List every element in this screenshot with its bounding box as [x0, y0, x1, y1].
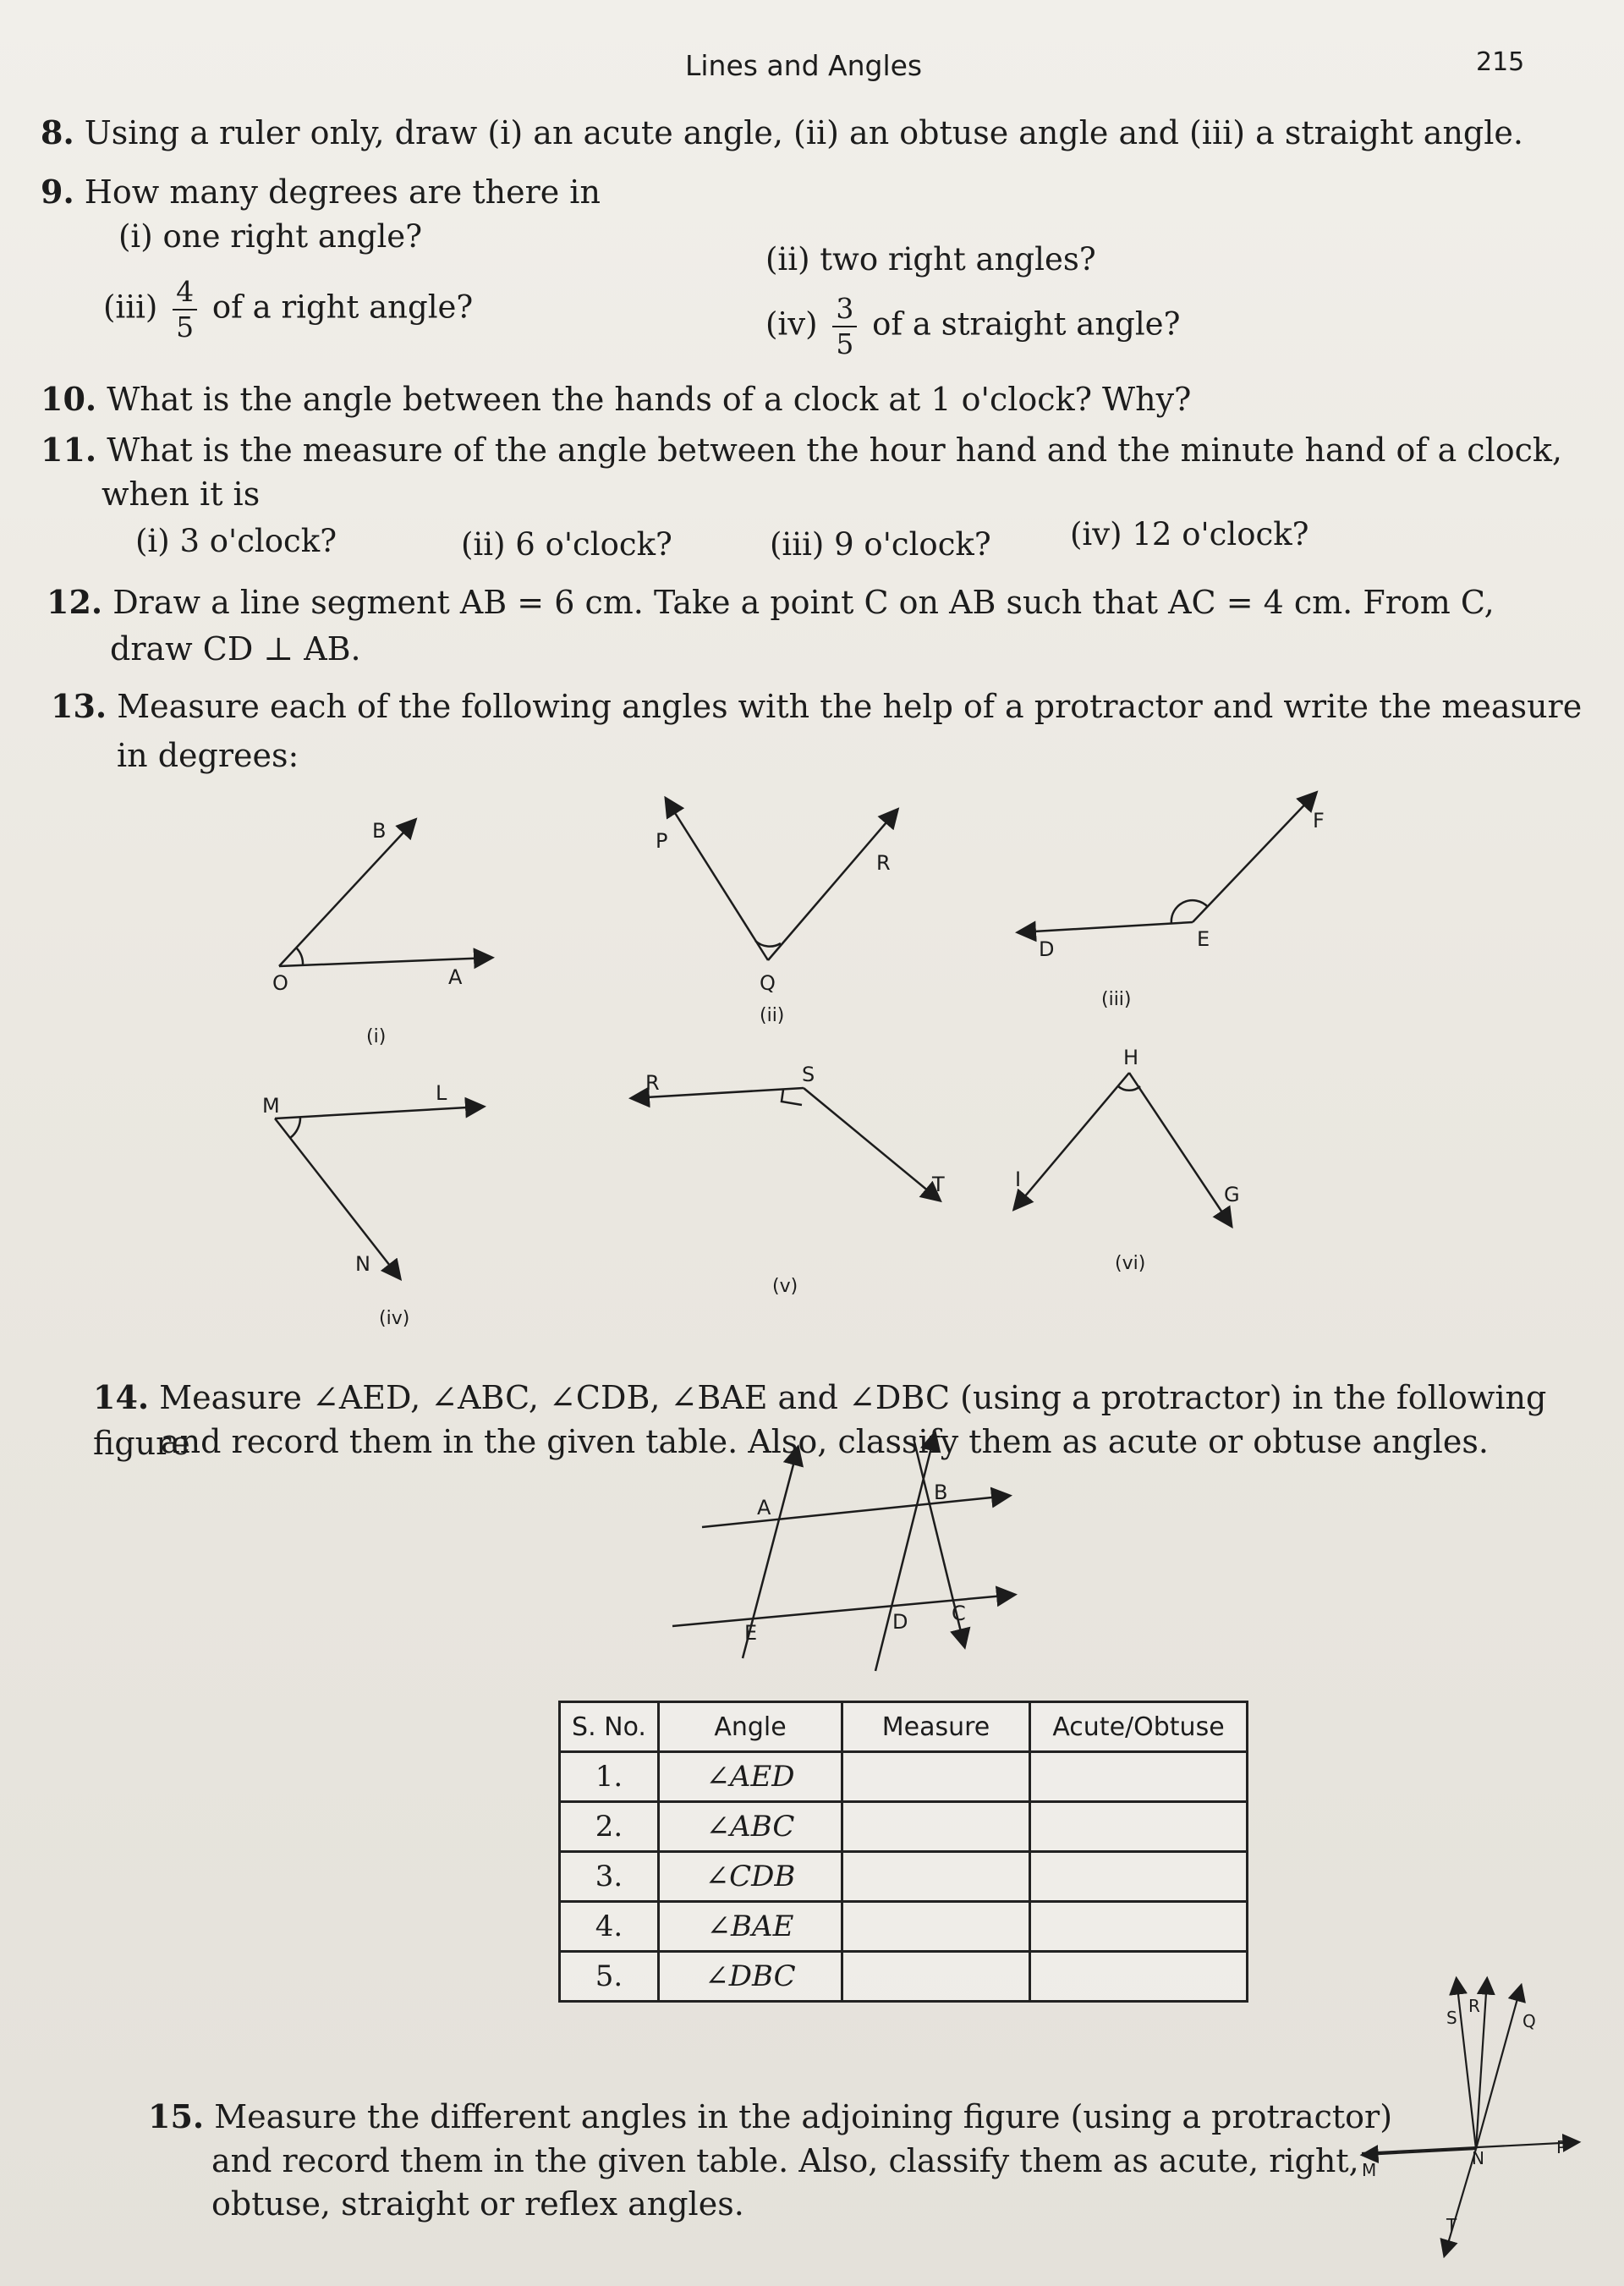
column-header: Acute/Obtuse [1030, 1702, 1248, 1752]
q13-continuation: in degrees: [117, 737, 299, 774]
q11-part-i: (i) 3 o'clock? [135, 523, 337, 559]
denominator: 5 [176, 310, 195, 343]
question-number: 15. [148, 2097, 205, 2135]
ray-nq [1476, 1987, 1521, 2149]
question-number: 11. [41, 431, 97, 469]
serial-cell: 3. [560, 1852, 659, 1902]
point-label: R [1468, 1996, 1480, 2016]
question-text: Using a ruler only, draw (i) an acute angle, (ii) an obtuse angle and (iii) a straight angle. [84, 114, 1523, 151]
part-text: of a straight angle? [872, 305, 1181, 343]
question-number: 9. [41, 173, 74, 211]
point-label: R [876, 851, 891, 875]
q15-continuation: and record them in the given table. Also, classify them as acute, right, [211, 2142, 1359, 2179]
point-label: E [744, 1621, 758, 1645]
angle-cell: ∠BAE [659, 1902, 842, 1952]
angle-cell: ∠CDB [659, 1852, 842, 1902]
figure-caption: (i) [366, 1026, 387, 1047]
point-label: B [372, 819, 387, 843]
question-text: What is the angle between the hands of a clock at 1 o'clock? Why? [107, 381, 1192, 418]
point-label: G [1224, 1183, 1240, 1206]
point-label: M [262, 1094, 280, 1118]
angle-cell: ∠AED [659, 1752, 842, 1802]
point-label: E [1197, 927, 1210, 951]
point-label: D [1039, 937, 1055, 961]
figure-caption: (iii) [1101, 989, 1132, 1010]
figure-caption: (iv) [379, 1308, 410, 1329]
point-label: B [934, 1481, 948, 1504]
point-label: T [932, 1173, 945, 1196]
point-label: F [1313, 809, 1325, 833]
question-number: 14. [93, 1378, 150, 1416]
page-number: 215 [1476, 47, 1525, 77]
question-text: Measure the different angles in the adjoining figure (using a protractor) [214, 2098, 1393, 2135]
q11-part-ii: (ii) 6 o'clock? [461, 526, 672, 563]
point-label: C [952, 1602, 966, 1625]
question-number: 12. [47, 583, 103, 621]
part-text: of a right angle? [211, 288, 474, 326]
question-text: What is the measure of the angle between the hour hand and the minute hand of a clock, [107, 431, 1562, 469]
numerator: 3 [832, 292, 857, 327]
denominator: 5 [836, 327, 854, 360]
point-label: T [1446, 2215, 1457, 2235]
point-label: Q [1522, 2011, 1536, 2031]
column-header: Angle [659, 1702, 842, 1752]
figure-caption: (ii) [760, 1005, 785, 1026]
point-label: O [272, 971, 288, 995]
question-number: 8. [41, 113, 74, 151]
point-label: N [355, 1252, 370, 1276]
question-number: 10. [41, 380, 97, 418]
point-label: S [802, 1063, 815, 1086]
part-label: (iii) [103, 288, 158, 326]
figure-caption: (vi) [1115, 1253, 1146, 1274]
point-label: A [448, 965, 463, 989]
q11-continuation: when it is [102, 475, 261, 513]
figure-caption: (v) [772, 1276, 798, 1297]
point-label: N [1472, 2148, 1484, 2168]
q9-part-i: (i) one right angle? [118, 218, 423, 255]
q9-part-ii: (ii) two right angles? [765, 241, 1096, 278]
point-label: P [1556, 2137, 1567, 2157]
column-header: Measure [842, 1702, 1030, 1752]
numerator: 4 [173, 275, 197, 310]
line-np [1362, 2142, 1577, 2153]
question-text: Draw a line segment AB = 6 cm. Take a point C on AB such that AC = 4 cm. From C, [112, 584, 1495, 621]
point-label: L [436, 1081, 447, 1105]
serial-cell: 1. [560, 1752, 659, 1802]
column-header: S. No. [560, 1702, 659, 1752]
point-label: S [1446, 2008, 1457, 2028]
running-header-title: Lines and Angles [685, 49, 923, 82]
part-label: (iv) [765, 305, 818, 343]
point-label: P [656, 829, 668, 853]
question-text: Measure each of the following angles with the help of a protractor and write the measure [117, 688, 1583, 725]
point-label: R [645, 1071, 660, 1095]
q12-continuation: draw CD ⊥ AB. [110, 630, 361, 668]
point-label: I [1015, 1168, 1022, 1191]
question-text: How many degrees are there in [84, 173, 601, 211]
q11-part-iii: (iii) 9 o'clock? [770, 526, 991, 563]
question-text: Measure ∠AED, ∠ABC, ∠CDB, ∠BAE and ∠DBC (using a protractor) in the following figure [93, 1379, 1547, 1462]
point-label: A [757, 1496, 771, 1519]
q14-continuation: and record them in the given table. Also, classify them as acute or obtuse angles. [161, 1423, 1489, 1460]
serial-cell: 5. [560, 1952, 659, 2002]
q11-part-iv: (iv) 12 o'clock? [1070, 516, 1309, 552]
serial-cell: 2. [560, 1802, 659, 1852]
point-label: Q [760, 971, 776, 995]
point-label: D [892, 1610, 908, 1634]
point-label: M [1362, 2160, 1377, 2180]
question-number: 13. [51, 687, 107, 725]
point-label: H [1123, 1046, 1139, 1069]
serial-cell: 4. [560, 1902, 659, 1952]
q15-continuation-2: obtuse, straight or reflex angles. [211, 2185, 744, 2223]
angle-cell: ∠DBC [659, 1952, 842, 2002]
angle-cell: ∠ABC [659, 1802, 842, 1852]
